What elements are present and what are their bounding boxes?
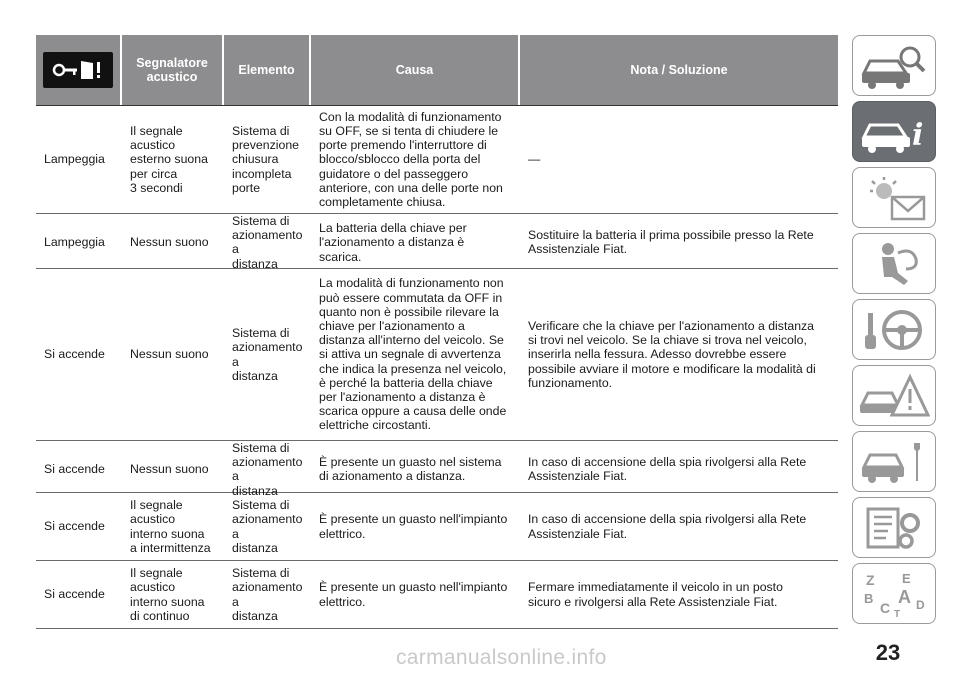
cell-elemento-line: distanza <box>232 256 278 271</box>
cell-nota-line: funzionamento. <box>528 375 613 390</box>
cell-segnalatore <box>36 441 122 498</box>
cell-causa <box>311 561 520 628</box>
cell-elemento <box>224 561 311 628</box>
cell-causa-line: completamente chiusa. <box>319 195 446 209</box>
cell-segnalatore-text: Lampeggia <box>44 152 105 167</box>
cell-segnalatore <box>36 493 122 560</box>
cell-causa-line: per l'azionamento a distanza è <box>319 390 486 404</box>
cell-nota-line: Assistenziale Fiat. <box>528 469 628 484</box>
cell-elemento <box>224 441 311 498</box>
cell-nota <box>520 106 838 213</box>
sidebar-tab-car-info[interactable] <box>852 101 936 162</box>
cell-causa <box>311 106 520 213</box>
cell-nota-line: sicuro e rivolgersi alla Rete Assistenziale Fiat. <box>528 594 778 609</box>
svg-text:E: E <box>902 570 911 586</box>
cell-causa-line: di azionamento a distanza. <box>319 469 466 484</box>
cell-causa-line: La modalità di funzionamento non <box>319 276 504 291</box>
info-table <box>36 35 838 629</box>
cell-nota-line: — <box>528 152 541 167</box>
cell-causa-line: anteriore, con una delle porte non <box>319 180 503 195</box>
cell-causa-line: quanto non è possibile rilevare la <box>319 304 499 319</box>
cell-nota-line: Fermare immediatamente il veicolo in un posto <box>528 580 783 595</box>
header-causa: Causa <box>311 35 520 105</box>
table-row <box>36 561 838 629</box>
sidebar-tab-specifications[interactable] <box>852 497 936 558</box>
header-segnalatore: Segnalatore acustico <box>122 35 224 105</box>
cell-acustico-line: di continuo <box>130 608 190 623</box>
cell-causa-line: scarica. <box>319 249 362 264</box>
cell-segnalatore <box>36 561 122 628</box>
cell-causa-line: distanza all'interno del veicolo. Se <box>319 333 504 348</box>
header-icon-cell <box>36 35 122 105</box>
cell-acustico-line: Il segnale <box>130 498 183 513</box>
cell-causa-line: blocco/sblocco della porta del <box>319 152 481 167</box>
cell-elemento <box>224 269 311 440</box>
cell-nota-line: possibile avviare il motore e modificare la modalità di <box>528 361 816 376</box>
cell-elemento-line: Sistema di <box>232 214 290 228</box>
svg-text:D: D <box>916 597 925 612</box>
cell-nota-line: inserirla nella fessura. Adesso dovrebbe essere <box>528 347 787 362</box>
cell-elemento-line: incompleta <box>232 166 292 181</box>
cell-acustico <box>122 561 224 628</box>
cell-causa-line: che indica la presenza nel veicolo, <box>319 361 507 376</box>
table-header <box>36 35 838 105</box>
cell-elemento-line: Sistema di <box>232 326 290 341</box>
cell-elemento <box>224 214 311 271</box>
svg-text:B: B <box>864 590 874 606</box>
cell-causa-line: può essere commutata da OFF in <box>319 290 503 305</box>
alphabet-index-icon <box>858 569 930 619</box>
cell-segnalatore <box>36 214 122 271</box>
car-info-icon <box>858 107 930 157</box>
svg-text:C: C <box>880 599 891 616</box>
cell-elemento-line: distanza <box>232 540 278 555</box>
cell-acustico <box>122 493 224 560</box>
cell-elemento-line: distanza <box>232 368 278 383</box>
cell-nota-line: Verificare che la chiave per l'azionamento a distanza <box>528 318 815 333</box>
car-search-icon <box>858 41 930 91</box>
cell-elemento-line: distanza <box>232 608 278 623</box>
cell-acustico-line: Il segnale <box>130 123 183 138</box>
sidebar-tab-maintenance[interactable] <box>852 431 936 492</box>
cell-elemento-line: azionamento a <box>232 580 303 609</box>
header-nota: Nota / Soluzione <box>520 35 838 105</box>
cell-causa-line: è perché la batteria della chiave <box>319 375 493 390</box>
cell-segnalatore <box>36 269 122 440</box>
cell-causa-line: elettrico. <box>319 526 366 541</box>
table-row <box>36 269 838 441</box>
cell-segnalatore-text: Si accende <box>44 462 105 477</box>
sidebar-tab-warning-lights[interactable] <box>852 167 936 228</box>
specs-gear-icon <box>858 503 930 553</box>
cell-causa-line: È presente un guasto nel sistema <box>319 455 502 470</box>
table-row <box>36 105 838 214</box>
key-door-warning-icon <box>43 52 113 88</box>
cell-segnalatore <box>36 106 122 213</box>
cell-causa-line: porte premendo l'interruttore di <box>319 138 487 153</box>
svg-text:A: A <box>898 586 911 607</box>
cell-acustico-line: acustico <box>130 580 176 595</box>
cell-causa <box>311 441 520 498</box>
cell-elemento-line: distanza <box>232 483 278 498</box>
cell-acustico-line: acustico <box>130 138 176 153</box>
svg-text:i: i <box>912 117 924 153</box>
page-number: 23 <box>875 640 901 665</box>
cell-causa-line: si attiva un segnale di avvertenza <box>319 347 501 362</box>
cell-causa-line: elettrico. <box>319 594 366 609</box>
cell-acustico-line: per circa <box>130 166 178 181</box>
sidebar-tab-safety[interactable] <box>852 233 936 294</box>
car-warning-triangle-icon <box>858 371 930 421</box>
cell-causa-line: La batteria della chiave per <box>319 221 467 236</box>
sidebar-tab-car-search[interactable] <box>852 35 936 96</box>
cell-elemento-line: azionamento a <box>232 340 303 369</box>
cell-causa <box>311 214 520 271</box>
cell-causa-line: scarica oppure a causa delle onde <box>319 404 507 419</box>
chapter-sidebar <box>852 35 936 629</box>
cell-causa-line: È presente un guasto nell'impianto <box>319 512 508 527</box>
cell-acustico-line: a intermittenza <box>130 540 211 555</box>
airbag-seat-icon <box>858 239 930 289</box>
cell-nota-line: Assistenziale Fiat. <box>528 526 628 541</box>
car-wrench-icon <box>858 437 930 487</box>
cell-acustico-line: interno suona <box>130 526 205 541</box>
cell-elemento-line: Sistema di <box>232 498 290 513</box>
cell-nota-line: In caso di accensione della spia rivolgersi alla Rete <box>528 512 807 527</box>
cell-elemento-line: azionamento a <box>232 512 303 541</box>
sidebar-tab-emergency[interactable] <box>852 365 936 426</box>
cell-elemento-line: chiusura <box>232 152 279 167</box>
cell-elemento <box>224 493 311 560</box>
cell-elemento-line: prevenzione <box>232 138 299 153</box>
cell-acustico-line: interno suona <box>130 594 205 609</box>
cell-acustico <box>122 214 224 271</box>
cell-acustico <box>122 269 224 440</box>
cell-segnalatore-text: Si accende <box>44 347 105 362</box>
cell-segnalatore-text: Si accende <box>44 587 105 602</box>
svg-text:Z: Z <box>866 571 875 588</box>
watermark: carmanualsonline.info <box>396 646 607 669</box>
cell-nota <box>520 493 838 560</box>
cell-elemento-line: Sistema di <box>232 566 290 581</box>
cell-acustico-line: Nessun suono <box>130 462 209 477</box>
cell-acustico-line: acustico <box>130 512 176 527</box>
cell-acustico-line: Nessun suono <box>130 235 209 250</box>
cell-causa-line: guidatore o del passeggero <box>319 166 469 181</box>
cell-elemento-line: Sistema di <box>232 441 290 455</box>
cell-causa <box>311 493 520 560</box>
cell-acustico-line: 3 secondi <box>130 180 183 195</box>
sidebar-tab-starting-driving[interactable] <box>852 299 936 360</box>
cell-nota <box>520 561 838 628</box>
table-row <box>36 493 838 561</box>
warning-light-message-icon <box>858 173 930 223</box>
cell-causa-line: È presente un guasto nell'impianto <box>319 580 508 595</box>
cell-acustico <box>122 441 224 498</box>
cell-causa-line: elettriche circostanti. <box>319 418 432 433</box>
cell-nota-line: si trovi nel veicolo. Se la chiave si trova nel veicolo, <box>528 333 807 348</box>
cell-nota-line: In caso di accensione della spia rivolgersi alla Rete <box>528 455 807 470</box>
cell-elemento-line: azionamento a <box>232 455 303 484</box>
cell-nota-line: Assistenziale Fiat. <box>528 242 628 257</box>
cell-segnalatore-text: Lampeggia <box>44 235 105 250</box>
cell-acustico-line: Nessun suono <box>130 347 209 362</box>
cell-causa-line: su OFF, se si tenta di chiudere le <box>319 123 499 138</box>
cell-elemento-line: azionamento a <box>232 228 303 257</box>
cell-nota <box>520 269 838 440</box>
cell-elemento-line: Sistema di <box>232 123 290 138</box>
cell-acustico <box>122 106 224 213</box>
svg-text:T: T <box>894 608 901 619</box>
table-body <box>36 105 838 629</box>
cell-nota <box>520 441 838 498</box>
key-steering-wheel-icon <box>858 305 930 355</box>
sidebar-tab-index[interactable] <box>852 563 936 624</box>
cell-elemento <box>224 106 311 213</box>
cell-causa-line: chiave per l'azionamento a <box>319 318 465 333</box>
cell-acustico-line: Il segnale <box>130 566 183 581</box>
cell-segnalatore-text: Si accende <box>44 519 105 534</box>
cell-nota-line: Sostituire la batteria il prima possibile presso la Rete <box>528 228 814 243</box>
cell-acustico-line: esterno suona <box>130 152 208 167</box>
cell-causa <box>311 269 520 440</box>
cell-elemento-line: porte <box>232 180 261 195</box>
table-row <box>36 441 838 498</box>
header-elemento: Elemento <box>224 35 311 105</box>
cell-causa-line: Con la modalità di funzionamento <box>319 109 502 124</box>
cell-causa-line: l'azionamento a distanza è <box>319 235 465 250</box>
cell-nota <box>520 214 838 271</box>
table-row <box>36 214 838 269</box>
